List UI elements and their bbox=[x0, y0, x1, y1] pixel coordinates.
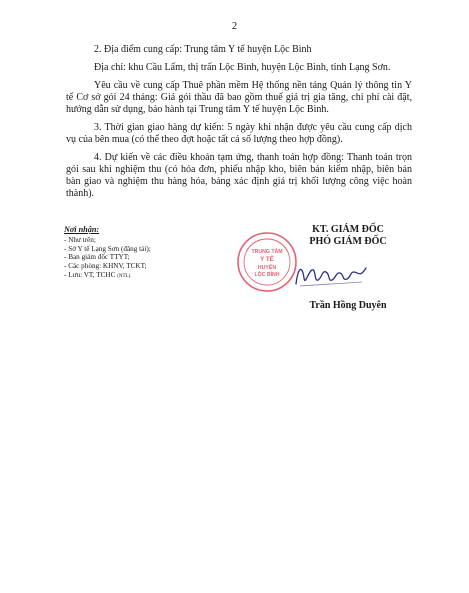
stamp-line2: Y TẾ bbox=[260, 256, 274, 263]
stamp-line4: LỘC BÌNH bbox=[254, 272, 280, 278]
official-stamp bbox=[236, 231, 298, 293]
recipients-block bbox=[64, 226, 254, 282]
paragraph-delivery-time: 3. Thời gian giao hàng dự kiến: 5 ngày khi nhận được yêu cầu cung cấp dịch vụ của bên mua (có thể theo đợt hoặc tất cả số lượng theo hợp đồng). bbox=[66, 121, 412, 145]
paragraph-delivery-location: 2. Địa điểm cung cấp: Trung tâm Y tế huyện Lộc Bình bbox=[94, 44, 312, 55]
recipient-item-archive-suffix: (NTL). bbox=[117, 273, 132, 279]
signature-title-line2: PHÓ GIÁM ĐỐC bbox=[309, 236, 387, 247]
recipient-item: - Sở Y tế Lạng Sơn (đăng tải); bbox=[64, 244, 151, 253]
paragraph-address: Địa chỉ: khu Cầu Lấm, thị trấn Lộc Bình, huyện Lộc Bình, tỉnh Lạng Sơn. bbox=[94, 61, 391, 73]
handwritten-signature bbox=[292, 258, 372, 292]
recipients-heading: Nơi nhận: bbox=[64, 225, 100, 234]
stamp-line1: TRUNG TÂM bbox=[251, 249, 283, 255]
recipient-item-archive bbox=[64, 271, 254, 282]
paragraph-payment-terms: 4. Dự kiến về các điều khoản tạm ứng, thanh toán hợp đồng: Thanh toán trọn gói sau khi nghiệm thu (có hóa đơn, phiếu nhập kho, biên bản kiểm nhập, biên bản bàn giao và nghiệm thu hàng hóa, bảng xác định giá trị khối lượng công việc hoàn thành). bbox=[66, 151, 412, 200]
paragraph-requirements: Yêu cầu về cung cấp Thuê phần mềm Hệ thống nền tảng Quản lý thông tin Y tế Cơ sở gói 24 tháng: Giá gói thầu đã bao gồm thuế giá trị gia tăng, chi phí cài đặt, hướng dẫn sử dụng, bảo hành tại Trung tâm Y tế huyện Lộc Bình. bbox=[66, 79, 412, 115]
page-number: 2 bbox=[231, 21, 238, 32]
signature-title-line1: KT. GIÁM ĐỐC bbox=[312, 224, 384, 235]
document-body bbox=[66, 44, 412, 206]
recipient-item: - Như trên; bbox=[64, 235, 96, 244]
stamp-line3: HUYỆN bbox=[257, 265, 277, 271]
recipient-item: - Ban giám đốc TTYT; bbox=[64, 253, 130, 262]
recipient-item-archive-text: - Lưu: VT, TCHC bbox=[64, 270, 116, 279]
recipient-item: - Các phòng: KHNV, TCKT; bbox=[64, 262, 147, 271]
signer-name: Trần Hồng Duyên bbox=[309, 300, 387, 311]
